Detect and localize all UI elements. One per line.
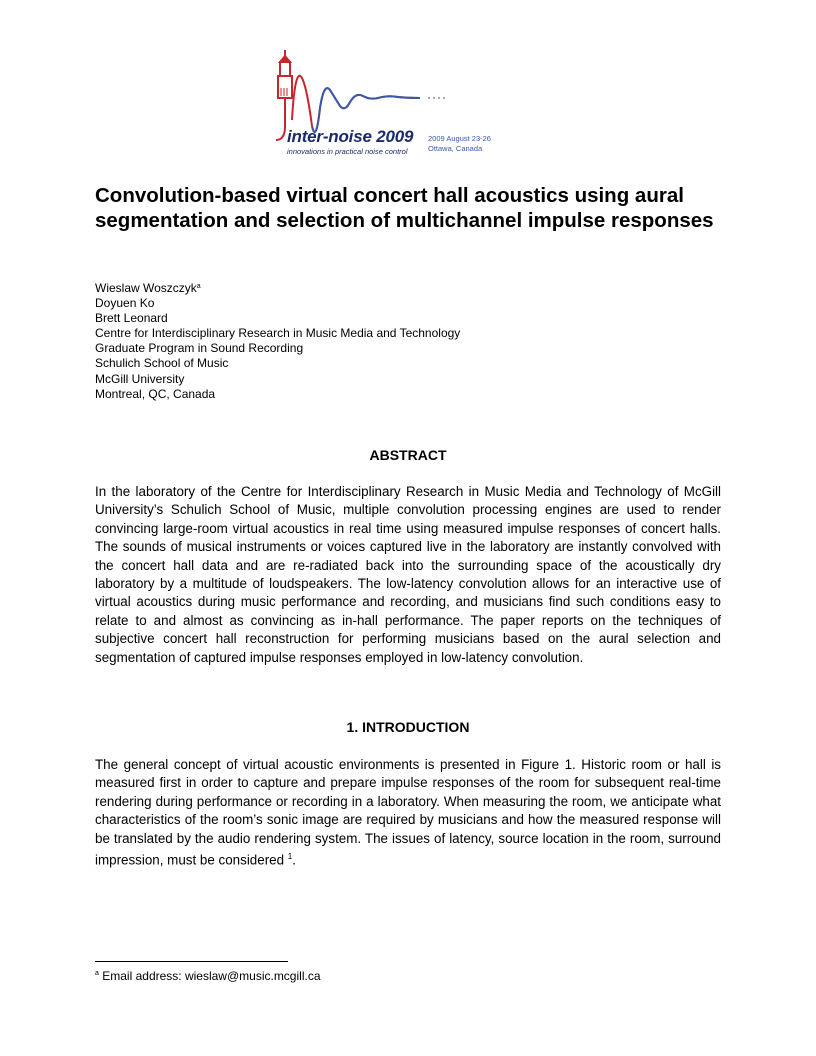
logo-tagline: innovations in practical noise control bbox=[287, 147, 408, 156]
first-author-name: Wieslaw Woszczyk bbox=[95, 281, 197, 295]
author-line: Doyuen Ko bbox=[95, 296, 155, 311]
paper-title: Convolution-based virtual concert hall acoustics using aural segmentation and selection of multichannel impulse responses bbox=[95, 184, 714, 232]
footnote-mark: a bbox=[95, 970, 99, 977]
footnote-mark: a bbox=[196, 283, 201, 290]
affiliation-line: Schulich School of Music bbox=[95, 356, 229, 371]
introduction-heading: 1. INTRODUCTION bbox=[346, 719, 470, 735]
conference-location: Ottawa, Canada bbox=[428, 144, 483, 153]
affiliation-line: Graduate Program in Sound Recording bbox=[95, 341, 304, 356]
affiliation-line: McGill University bbox=[95, 371, 185, 386]
author-block bbox=[95, 281, 460, 402]
introduction-text bbox=[95, 756, 721, 870]
introduction-body: The general concept of virtual acoustic environments is presented in Figure 1. Historic room or hall is measured first in order to capture and prepare impulse responses of the room for subsequent real-time rendering during performance or recording in a laboratory. When measuring the room, we anticipate what characteristics of the room’s sonic image are required by musicians and how the measured response will be translated by the audio rendering system. The issues of latency, source location in the room, surround impression, must be considered bbox=[95, 757, 721, 868]
logo-date-location bbox=[428, 134, 491, 154]
introduction-end: . bbox=[292, 852, 296, 868]
first-author bbox=[95, 281, 460, 296]
footnote bbox=[95, 969, 321, 983]
conference-date: 2009 August 23-26 bbox=[428, 134, 491, 143]
author-line: Brett Leonard bbox=[95, 311, 168, 326]
footnote-text: Email address: wieslaw@music.mcgill.ca bbox=[102, 969, 321, 983]
logo-brand-text: inter-noise 2009 bbox=[287, 127, 414, 146]
reference-mark: 1 bbox=[287, 852, 293, 862]
abstract-heading: ABSTRACT bbox=[369, 447, 447, 463]
abstract-text: In the laboratory of the Centre for Interdisciplinary Research in Music Media and Technology of McGill University’s Schulich School of Music, multiple convolution processing engines are used to render convincing large-room virtual acoustics in real time using measured impulse responses of concert halls. The sounds of musical instruments or voices captured live in the laboratory are instantly convolved with the concert hall data and are re-radiated back into the surrounding space of the acoustically dry laboratory by a multitude of loudspeakers. The low-latency convolution allows for an interactive use of virtual acoustics during music performance and recording, and musicians find such conditions easy to relate to and almost as convincing as in-hall performance. The paper reports on the techniques of subjective concert hall reconstruction for performing musicians based on the aural selection and segmentation of captured impulse responses employed in low-latency convolution. bbox=[95, 484, 721, 665]
footnote-divider bbox=[95, 961, 288, 962]
affiliation-line: Centre for Interdisciplinary Research in Music Media and Technology bbox=[95, 326, 461, 341]
affiliation-line: Montreal, QC, Canada bbox=[95, 386, 216, 401]
conference-logo bbox=[268, 48, 528, 160]
